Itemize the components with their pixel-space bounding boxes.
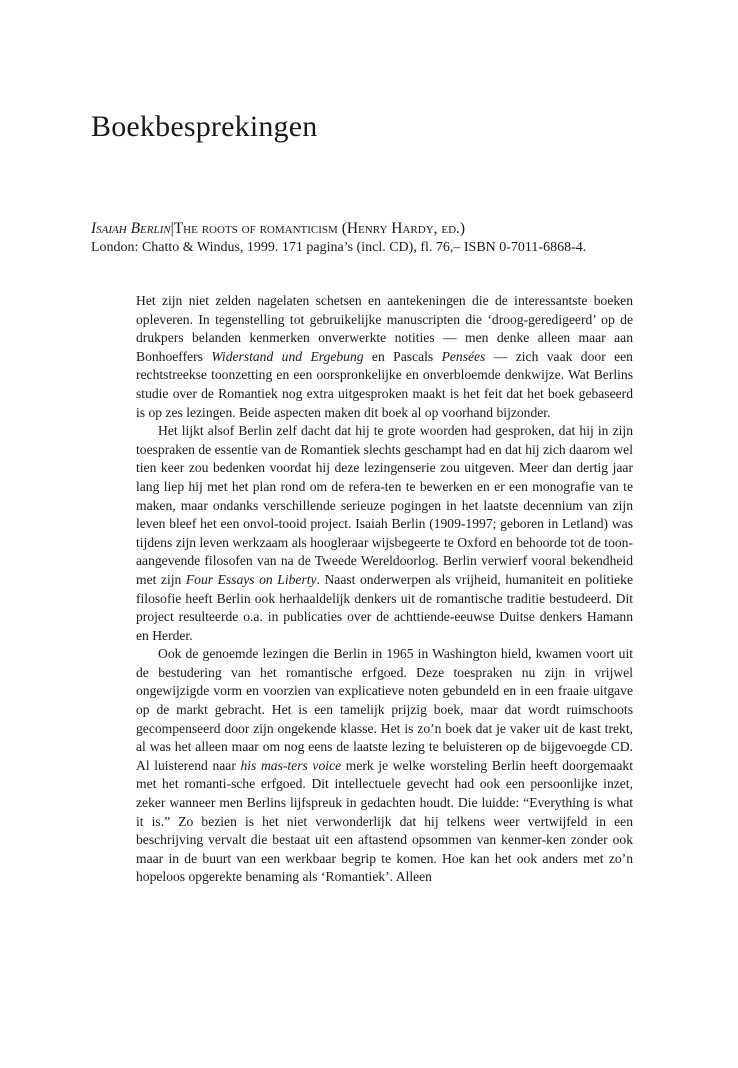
book-title-italic: Widerstand und Ergebung: [211, 348, 364, 364]
review-work-title: The roots of romanticism (Henry Hardy, ed.): [173, 220, 466, 237]
body-paragraph: [136, 422, 633, 645]
page-title: Boekbesprekingen: [91, 110, 318, 143]
review-author: Isaiah Berlin: [91, 220, 171, 237]
book-title-italic: Four Essays on Liberty: [185, 571, 317, 587]
body-paragraph: [136, 645, 633, 887]
text-run: en Pascals: [363, 348, 442, 364]
body-paragraph: [136, 292, 633, 422]
book-title-italic: Pensées: [441, 348, 486, 364]
phrase-italic: his mas-ters voice: [240, 757, 342, 773]
text-run: Ook de genoemde lezingen die Berlin in 1965 in Washington hield, kwamen voort uit de bestudering van het romantische erfgoed. Deze toespraken nu zijn in vrijwel ongewijzigde vorm en voorzien van explicatieve noten gebundeld en in een fraaie uitgave op de markt gebracht. Het is een tamelijk prijzig boek, maar dat wordt ruimschoots gecompenseerd door zijn ongekende klasse. Het is zo’n boek dat je vaker uit de kast trekt, al was het alleen maar om nog eens de laatste lezing te beluisteren op de bijgevoegde CD. Al luisterend naar: [136, 646, 633, 773]
publication-info: London: Chatto & Windus, 1999. 171 pagina’s (incl. CD), fl. 76,– ISBN 0-7011-6868-4.: [91, 240, 587, 255]
text-run: . Naast onderwerpen als vrijheid, humaniteit en politieke filosofie heeft Berlin ook herhaaldelijk denkers uit de romantische traditie bestudeerd. Dit project resulteerde o.a. in publicaties over de achttiende-eeuwse Duitse denkers Hamann en Herder.: [136, 571, 633, 643]
text-run: merk je welke worsteling Berlin heeft doorgemaakt met het romanti-sche erfgoed. Dit intellectuele gevecht had ook een persoonlijke inzet, zeker wanneer men Berlins lijfspreuk in gedachten houdt. Die luidde: “Everything is what it is.” Zo bezien is het niet verwonderlijk dat hij telkens weer vertwijfeld in een beschrijving vervalt die bestaat uit een aftastend opsommen van kenmer-ken zonder ook maar in de buurt van een werkbaar begrip te komen. Hoe kan het ook anders met zo’n hopeloos opgerekte benaming als ‘Romantiek’. Alleen: [136, 757, 633, 885]
review-body: [136, 292, 633, 887]
text-run: Het lijkt alsof Berlin zelf dacht dat hij te grote woorden had gesproken, dat hij in zijn toespraken de essentie van de Romantiek slechts geschampt had en dat hij zich daarom wel tien keer zou bedenken voordat hij deze lezingenserie zou uitgeven. Meer dan dertig jaar lang liep hij met het plan rond om de refera-ten te bewerken en er een monografie van te maken, maar ondanks verschillende serieuze pogingen in het laatste decennium van zijn leven bleef het een onvol-tooid project. Isaiah Berlin (1909-1997; geboren in Letland) was tijdens zijn leven werkzaam als hoogleraar wijsbegeerte te Oxford en behoorde tot de toon-aangevende filosofen van na de Tweede Wereldoorlog. Berlin verwierf vooral bekendheid met zijn: [136, 423, 633, 587]
review-title: [91, 219, 637, 238]
review-header: [91, 219, 637, 257]
title-separator: |: [170, 220, 174, 237]
text-run: — zich vaak door een rechtstreekse toonzetting en een oorspronkelijke en onverbloemde denkwijze. Wat Berlins studie over de Romantiek nog extra uitgesproken maakt is het feit dat het boek gebaseerd is op zes lezingen. Beide aspecten maken dit boek al op voorhand bijzonder.: [136, 348, 633, 420]
text-run: Het zijn niet zelden nagelaten schetsen en aantekeningen die de interessantste boeken opleveren. In tegenstelling tot gebruikelijke manuscripten die ‘droog-geredigeerd’ op de drukpers belanden kenmerken onverwerkte notities — men denke alleen maar aan Bonhoeffers: [136, 293, 633, 364]
